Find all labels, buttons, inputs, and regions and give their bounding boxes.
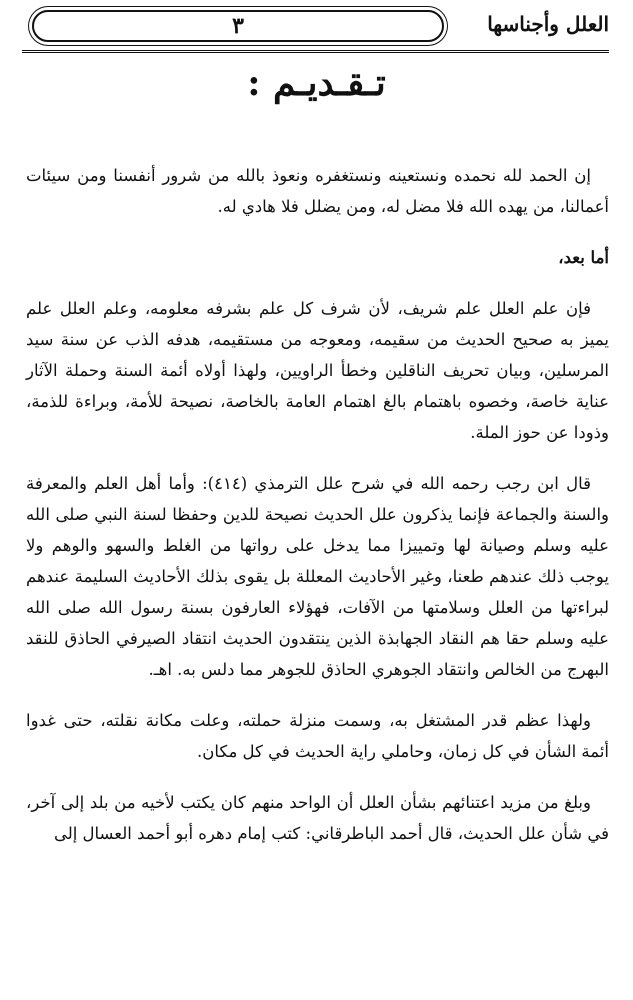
running-header-title: العلل وأجناسها <box>487 12 609 36</box>
page-number: ٣ <box>232 13 244 39</box>
paragraph-correspondence: وبلغ من مزيد اعتنائهم بشأن العلل أن الواحد منهم كان يكتب لأخيه من بلد إلى آخر، في شأن علل الحديث، قال أحمد الباطرقاني: كتب إمام دهره أبو أحمد العسال إلى <box>26 793 609 843</box>
header-rule <box>22 50 609 53</box>
page-number-frame <box>32 10 444 42</box>
paragraph-status-of-scholars: ولهذا عظم قدر المشتغل به، وسمت منزلة حملته، وعلت مكانة نقلته، حتى غدوا أئمة الشأن في كل زمان، وحاملي راية الحديث في كل مكان. <box>26 711 609 761</box>
paragraph-science-of-illal: فإن علم العلل علم شريف، لأن شرف كل علم بشرفه معلومه، وعلم العلل علم يميز به صحيح الحديث من سقيمه، ومعوجه من مستقيمه، هدفه الذب عن سنة سيد المرسلين، وبيان تحريف الناقلين وخطأ الراويين، ولهذا أولاه أئمة السنة وحملة الآثار عناية خاصة، وخصوه باهتمام بالغ اهتمام العامة بالخاصة، نصيحة للأمة، وبراءة للذمة، وذودا عن حوز الملة. <box>26 299 609 442</box>
paragraph-ibn-rajab-quote: قال ابن رجب رحمه الله في شرح علل الترمذي (٤١٤): وأما أهل العلم والمعرفة والسنة والجماعة فإنما يذكرون علل الحديث نصيحة للدين وحفظا لسنة النبي صلى الله عليه وسلم وصيانة لها وتمييزا مما يدخل على رواتها من الغلط والسهو والوهم ولا يوجب ذلك عندهم طعنا، وغير الأحاديث المعللة بل يقوى بذلك الأحاديث السليمة عندهم لبراءتها من العلل وسلامتها من الآفات، فهؤلاء العارفون بسنة رسول الله صلى الله عليه وسلم حقا هم النقاد الجهابذة الذين ينتقدون الحديث انتقاد الصيرفي الحاذق للنقد البهرج من الخالص وانتقاد الجوهري الحاذق للجوهر مما دلس به. اهـ. <box>26 474 609 679</box>
body-text <box>26 160 609 849</box>
paragraph-opening-praise: إن الحمد لله نحمده ونستعينه ونستغفره ونعوذ بالله من شرور أنفسنا ومن سيئات أعمالنا، من يهده الله فلا مضل له، ومن يضلل فلا هادي له. <box>26 166 609 216</box>
section-heading: تـقـديـم : <box>247 62 386 104</box>
paragraph-amma-bad: أما بعد، <box>558 248 609 267</box>
running-header <box>22 8 609 52</box>
